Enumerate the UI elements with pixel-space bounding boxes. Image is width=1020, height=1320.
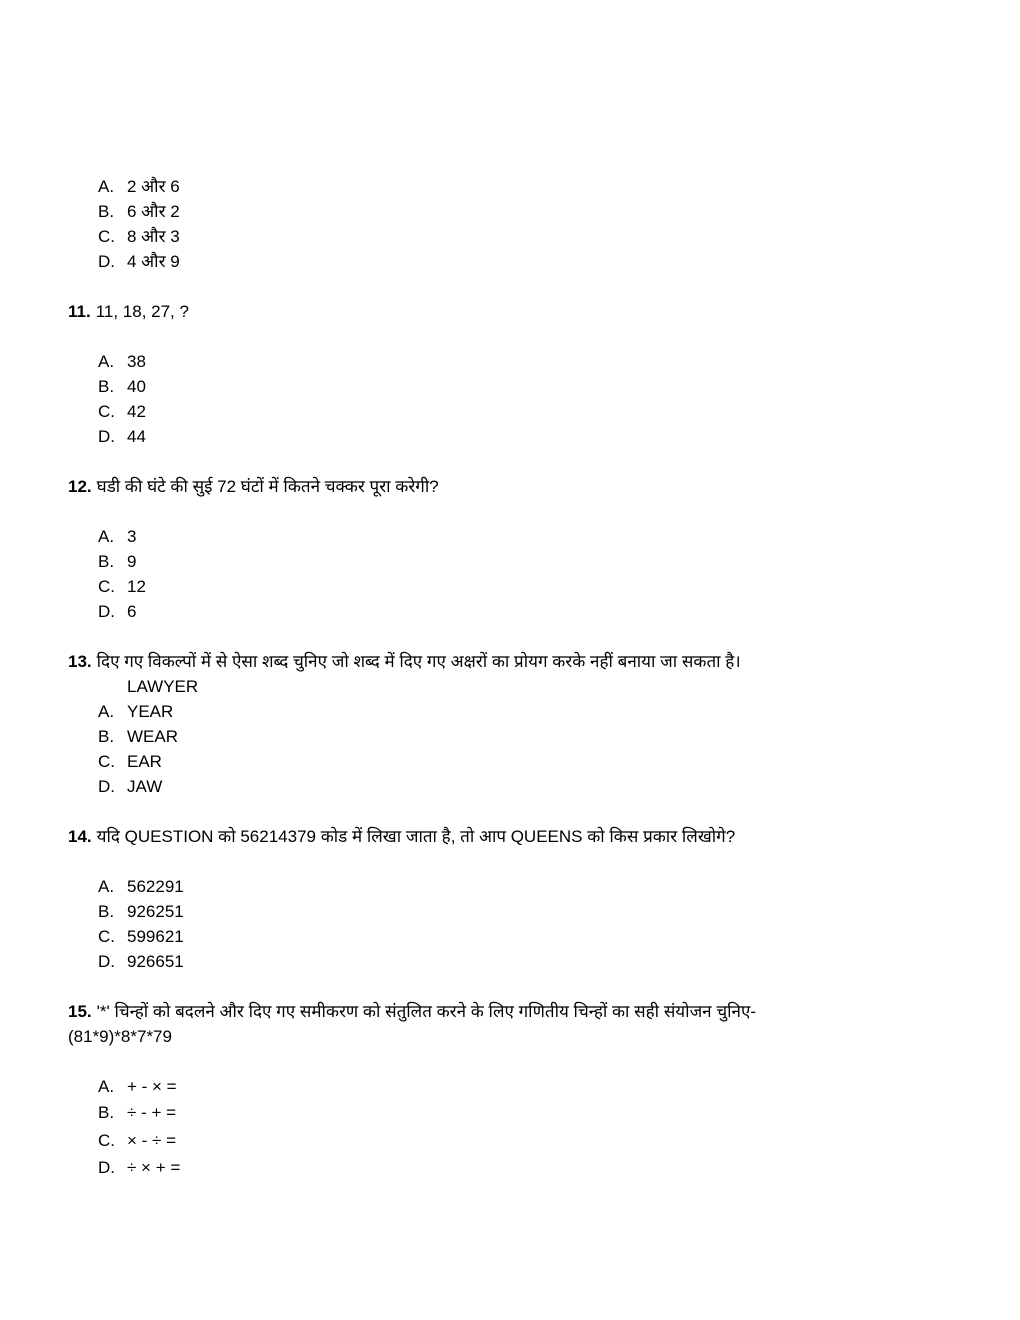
option-letter: D. — [98, 952, 115, 971]
answer-option — [68, 524, 968, 549]
question-text — [68, 474, 968, 499]
question-paper — [68, 174, 968, 1182]
option-letter: D. — [98, 777, 115, 796]
question-text — [68, 999, 968, 1024]
option-text: 599621 — [127, 927, 184, 946]
option-letter: D. — [98, 427, 115, 446]
option-text: WEAR — [127, 727, 178, 746]
option-text: 2 और 6 — [127, 177, 180, 196]
option-letter: C. — [98, 927, 115, 946]
answer-option — [68, 699, 968, 724]
option-text: 12 — [127, 577, 146, 596]
answer-option — [68, 774, 968, 799]
spacer — [68, 449, 968, 474]
answer-option — [68, 1099, 968, 1127]
option-text: 9 — [127, 552, 137, 571]
answer-option — [68, 249, 968, 274]
option-text: JAW — [127, 777, 163, 796]
answer-option — [68, 724, 968, 749]
answer-option — [68, 899, 968, 924]
question-number: 14. — [68, 827, 92, 846]
answer-option — [68, 199, 968, 224]
spacer — [68, 324, 968, 349]
option-letter: B. — [98, 727, 115, 746]
spacer — [68, 1049, 968, 1074]
answer-option — [68, 1154, 968, 1182]
question-text — [68, 649, 968, 674]
question-text — [68, 824, 968, 849]
option-letter: A. — [98, 527, 115, 546]
option-text: YEAR — [127, 702, 174, 721]
option-letter: B. — [98, 202, 115, 221]
option-text: 8 और 3 — [127, 227, 180, 246]
option-text: 42 — [127, 402, 146, 421]
option-letter: C. — [98, 1130, 115, 1150]
spacer — [68, 974, 968, 999]
question-block — [68, 174, 968, 274]
question-body: दिए गए विकल्पों में से ऐसा शब्द चुनिए जो शब्द में दिए गए अक्षरों का प्रोयग करके नहीं बनाया जा सकता है। — [96, 652, 741, 671]
option-letter: A. — [98, 877, 115, 896]
question-equation: (81*9)*8*7*79 — [68, 1027, 172, 1046]
question-body: यदि QUESTION को 56214379 कोड में लिखा जाता है, तो आप QUEENS को किस प्रकार लिखोगे? — [96, 827, 736, 846]
question-word: LAWYER — [127, 677, 199, 696]
option-text: 562291 — [127, 877, 184, 896]
question-block — [68, 274, 968, 449]
option-text: 38 — [127, 352, 146, 371]
question-number: 11. — [68, 302, 91, 321]
option-text: EAR — [127, 752, 162, 771]
option-letter: B. — [98, 902, 115, 921]
question-block — [68, 449, 968, 624]
answer-option — [68, 224, 968, 249]
option-letter: B. — [98, 377, 115, 396]
answer-option — [68, 749, 968, 774]
option-letter: C. — [98, 402, 115, 421]
answer-option — [68, 399, 968, 424]
option-letter: A. — [98, 1077, 115, 1096]
option-text: 926251 — [127, 902, 184, 921]
option-letter: D. — [98, 602, 115, 621]
answer-option — [68, 949, 968, 974]
spacer — [68, 624, 968, 649]
option-text: 6 और 2 — [127, 202, 180, 221]
answer-option — [68, 374, 968, 399]
option-letter: B. — [98, 1103, 115, 1122]
question-number: 13. — [68, 652, 92, 671]
question-body: 11, 18, 27, ? — [95, 302, 189, 321]
option-letter: C. — [98, 577, 115, 596]
answer-option — [68, 349, 968, 374]
option-text: 3 — [127, 527, 137, 546]
option-text: 926651 — [127, 952, 184, 971]
question-text — [68, 299, 968, 324]
answer-option — [68, 874, 968, 899]
option-text: 44 — [127, 427, 146, 446]
option-letter: C. — [98, 227, 115, 246]
spacer — [68, 849, 968, 874]
option-letter: A. — [98, 352, 115, 371]
question-number: 12. — [68, 477, 92, 496]
option-text: ÷ × + = — [127, 1158, 181, 1177]
option-text: × - ÷ = — [127, 1130, 177, 1150]
answer-option — [68, 1127, 968, 1155]
question-number: 15. — [68, 1002, 92, 1021]
spacer — [68, 799, 968, 824]
spacer — [68, 274, 968, 299]
question-block — [68, 799, 968, 974]
question-body: '*' चिन्हों को बदलने और दिए गए समीकरण को संतुलित करने के लिए गणितीय चिन्हों का सही संयोजन चुनिए- — [96, 1002, 757, 1021]
question-block — [68, 974, 968, 1182]
answer-option — [68, 574, 968, 599]
question-body: घडी की घंटे की सुई 72 घंटों में कितने चक्कर पूरा करेगी? — [96, 477, 439, 496]
option-letter: B. — [98, 552, 115, 571]
option-letter: D. — [98, 252, 115, 271]
option-text: ÷ - + = — [127, 1103, 177, 1122]
option-text: + - × = — [127, 1077, 177, 1096]
option-text: 4 और 9 — [127, 252, 180, 271]
spacer — [68, 499, 968, 524]
option-text: 40 — [127, 377, 146, 396]
answer-option — [68, 424, 968, 449]
answer-option — [68, 549, 968, 574]
answer-option — [68, 174, 968, 199]
answer-option — [68, 924, 968, 949]
answer-option — [68, 599, 968, 624]
option-letter: A. — [98, 702, 115, 721]
option-letter: A. — [98, 177, 115, 196]
answer-option — [68, 1074, 968, 1099]
option-letter: D. — [98, 1158, 115, 1177]
question-block — [68, 624, 968, 799]
option-letter: C. — [98, 752, 115, 771]
option-text: 6 — [127, 602, 137, 621]
